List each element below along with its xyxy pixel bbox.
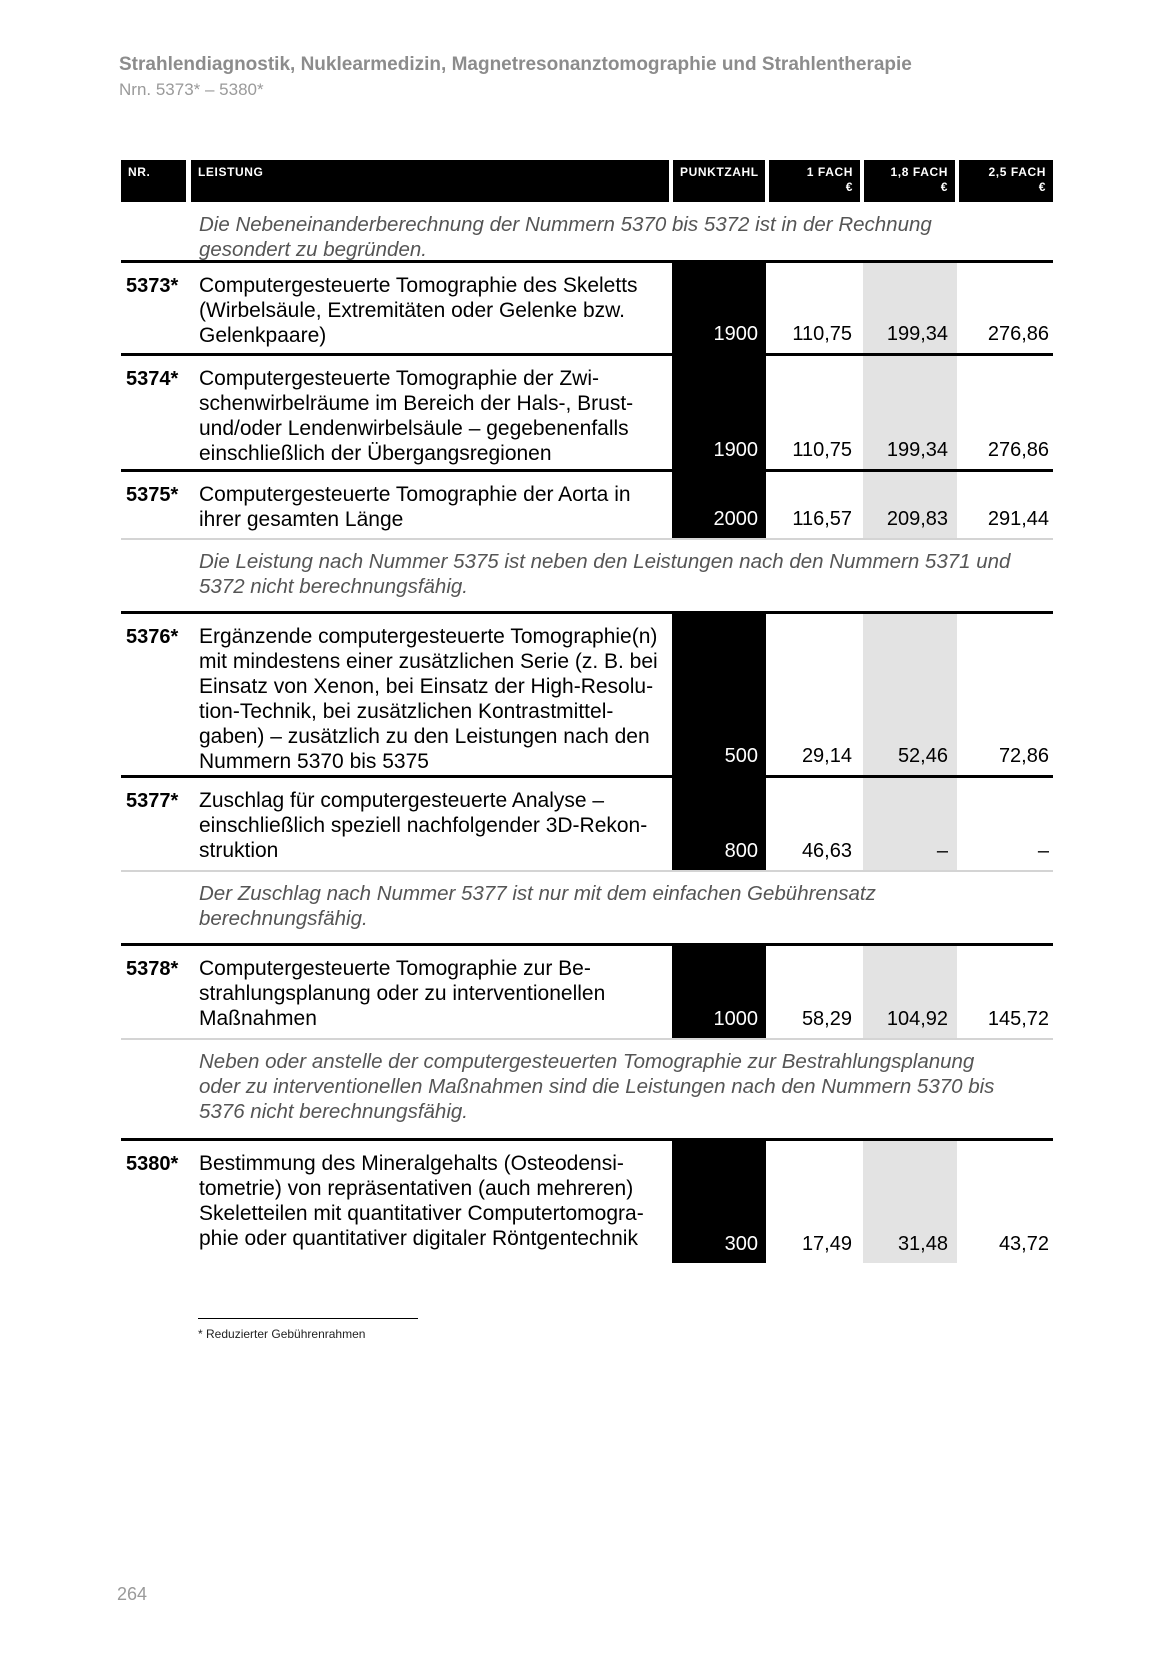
table-header [121, 160, 1053, 202]
table-row-5378 [121, 943, 1053, 1038]
row-description: Computergesteuerte Tomographie der Aorta in ihrer gesamten Länge [199, 483, 631, 531]
table-row-5380 [121, 1138, 1053, 1263]
row-2-5-fach: – [1037, 840, 1049, 862]
table-row-5373 [121, 260, 1053, 353]
page-number: 264 [117, 1584, 148, 1604]
row-description: Computergesteuerte Tomographie der Zwi- schenwirbelräume im Bereich der Hals-, Brust- und/oder Lendenwirbelsäule – gegebenenfalls einschließlich der Übergangsregionen [199, 367, 634, 465]
row-punktzahl: 1900 [713, 439, 758, 461]
row-2-5-fach: 145,72 [987, 1008, 1049, 1030]
row-description: Computergesteuerte Tomographie zur Be- strahlungsplanung oder zu interventionellen Maßnahmen [199, 957, 606, 1030]
note-5377: Der Zuschlag nach Nummer 5377 ist nur mit dem einfachen Gebührensatz berechnungsfähig. [121, 870, 1053, 943]
note-5370-5372: Die Nebeneinanderberechnung der Nummern 5370 bis 5372 ist in der Rechnung gesondert zu begründen. [199, 213, 932, 261]
row-2-5-fach: 43,72 [998, 1233, 1049, 1255]
row-punktzahl: 2000 [713, 508, 758, 530]
note-5378: Neben oder anstelle der computergesteuerten Tomographie zur Bestrahlungsplanung oder zu interventionellen Maßnahmen sind die Leistungen nach den Nummern 5370 bis 5376 nicht berechnungsfähig. [121, 1038, 1053, 1138]
row-number: 5374* [126, 368, 179, 390]
row-1-fach: 110,75 [792, 323, 852, 345]
row-number: 5375* [126, 484, 179, 506]
row-number: 5380* [126, 1153, 179, 1175]
row-description: Ergänzende computergesteuerte Tomographie(n) mit mindestens einer zusätzlichen Serie (z. B. bei Einsatz von Xenon, bei Einsatz der High-Resolu- tion-Technik, bei zusätzlichen Kontrastmittel- gaben) – zusätzlich zu den Leistungen nach den Nummern 5370 bis 5375 [199, 625, 658, 773]
column-header-leistung: LEISTUNG [191, 160, 669, 202]
column-header-nr: NR. [121, 160, 186, 202]
row-punktzahl: 800 [724, 840, 758, 862]
table-row-5377 [121, 775, 1053, 870]
row-punktzahl: 300 [724, 1233, 758, 1255]
row-1-8-fach: – [936, 840, 948, 862]
column-header-1-fach: 1 FACH € [769, 160, 860, 202]
row-1-8-fach: 31,48 [897, 1233, 948, 1255]
page-header-title: Strahlendiagnostik, Nuklearmedizin, Magnetresonanztomographie und Strahlentherapie [119, 54, 912, 75]
row-description: Bestimmung des Mineralgehalts (Osteodensi- tometrie) von repräsentativen (auch mehreren) Skeletteilen mit quantitativer Computertomogra- phie oder quantitativer digitaler Röntgentechnik [199, 1152, 644, 1250]
footnote-divider [198, 1318, 418, 1319]
row-number: 5373* [126, 275, 179, 297]
table-row-5375 [121, 469, 1053, 538]
row-2-5-fach: 291,44 [987, 508, 1049, 530]
row-1-fach: 58,29 [801, 1008, 852, 1030]
row-2-5-fach: 276,86 [987, 439, 1049, 461]
row-1-8-fach: 199,34 [886, 439, 948, 461]
row-punktzahl: 1000 [713, 1008, 758, 1030]
row-1-8-fach: 199,34 [886, 323, 948, 345]
row-1-fach: 46,63 [801, 840, 852, 862]
row-1-8-fach: 209,83 [886, 508, 948, 530]
fee-table [121, 160, 1053, 1263]
row-number: 5376* [126, 626, 179, 648]
table-row-5374 [121, 353, 1053, 469]
row-1-fach: 110,75 [792, 439, 852, 461]
row-number: 5378* [126, 958, 179, 980]
row-1-8-fach: 104,92 [886, 1008, 948, 1030]
row-description: Computergesteuerte Tomographie des Skeletts (Wirbelsäule, Extremitäten oder Gelenke bzw. Gelenkpaare) [199, 274, 638, 347]
row-1-8-fach: 52,46 [897, 745, 948, 767]
row-2-5-fach: 72,86 [998, 745, 1049, 767]
row-1-fach: 17,49 [801, 1233, 852, 1255]
row-1-fach: 29,14 [801, 745, 852, 767]
column-header-2-5-fach: 2,5 FACH € [959, 160, 1053, 202]
row-punktzahl: 500 [724, 745, 758, 767]
page-header-subtitle: Nrn. 5373* – 5380* [119, 80, 264, 99]
column-header-punktzahl: PUNKTZAHL [673, 160, 765, 202]
row-2-5-fach: 276,86 [987, 323, 1049, 345]
table-row-5376 [121, 611, 1053, 775]
column-header-1-8-fach: 1,8 FACH € [864, 160, 955, 202]
row-number: 5377* [126, 790, 179, 812]
row-punktzahl: 1900 [713, 323, 758, 345]
row-description: Zuschlag für computergesteuerte Analyse – einschließlich speziell nachfolgender 3D-Rekon- struktion [199, 789, 648, 862]
row-1-fach: 116,57 [792, 508, 852, 530]
footnote: * Reduzierter Gebührenrahmen [198, 1327, 366, 1341]
note-5375: Die Leistung nach Nummer 5375 ist neben den Leistungen nach den Nummern 5371 und 5372 nicht berechnungsfähig. [121, 538, 1053, 611]
